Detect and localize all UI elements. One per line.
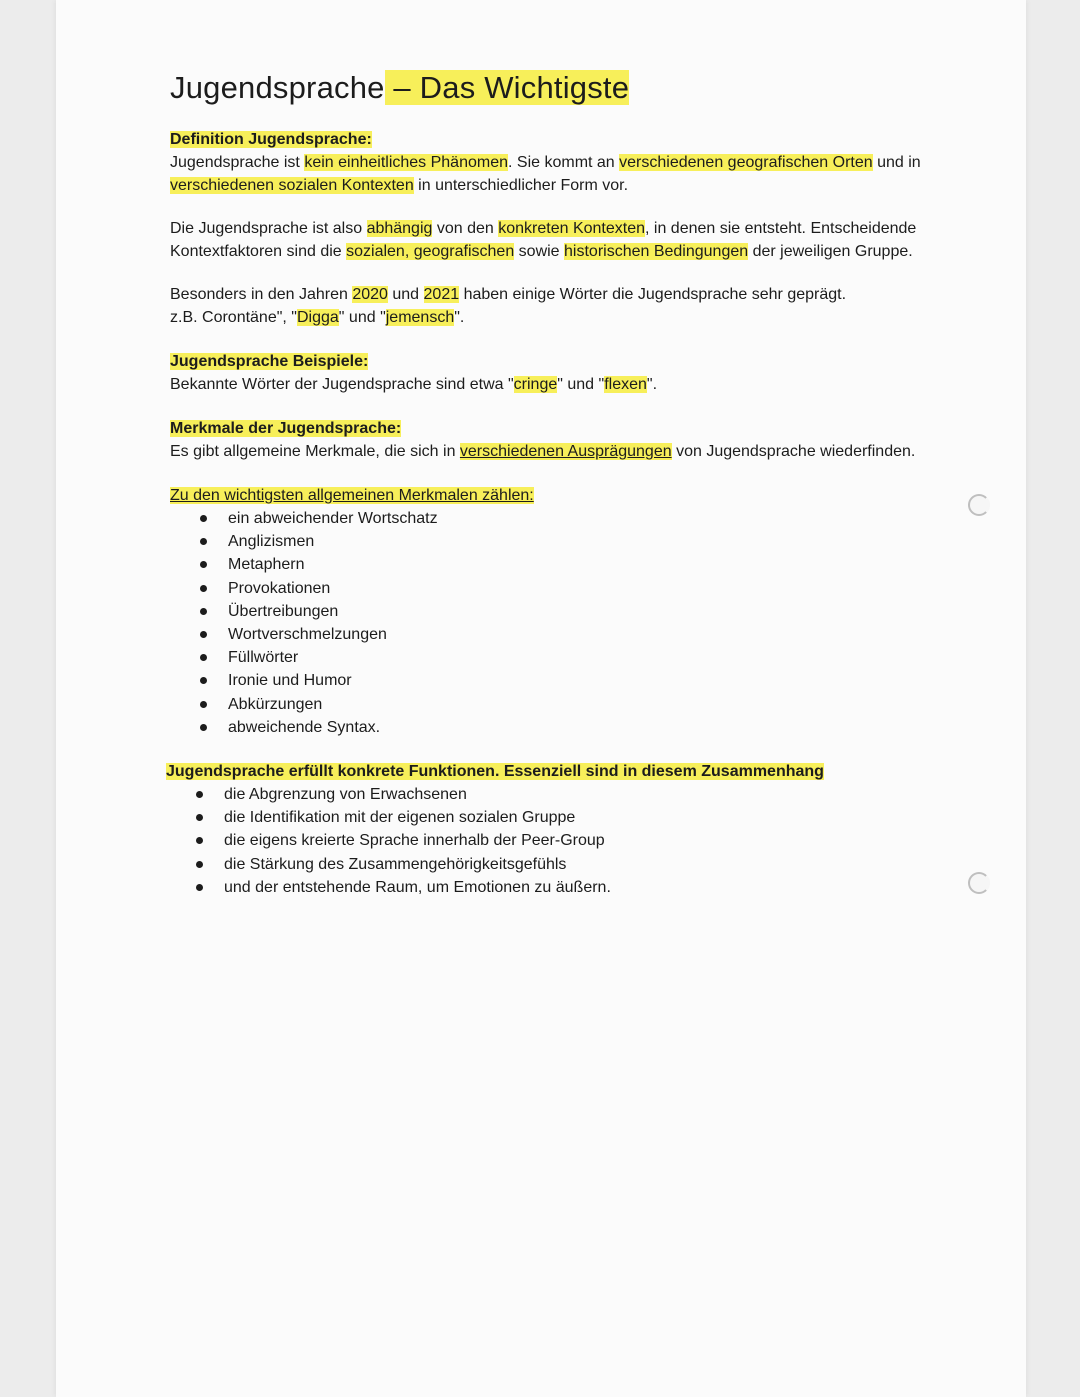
document-content: [166, 70, 960, 899]
text-run: von Jugendsprache wiederfinden.: [671, 443, 916, 460]
text-run: haben einige Wörter die Jugendsprache sehr geprägt.: [459, 286, 847, 303]
text-run: . Sie kommt an: [508, 154, 620, 171]
list-item: abweichende Syntax.: [200, 716, 960, 739]
list-item: Füllwörter: [200, 646, 960, 669]
highlight-run: jemensch: [385, 309, 455, 326]
list-item: die eigens kreierte Sprache innerhalb der Peer-Group: [196, 829, 960, 852]
text-run: Besonders in den Jahren: [170, 286, 353, 303]
features-list-heading: [170, 484, 960, 507]
text-run: ".: [646, 376, 658, 393]
functions-list: [166, 783, 960, 899]
text-run: Jugendsprache ist: [170, 154, 305, 171]
highlight-run: verschiedenen geografischen Orten: [619, 154, 873, 171]
highlight-run: Digga: [296, 309, 339, 326]
functions-heading: [166, 760, 960, 783]
highlight-run: konkreten Kontexten: [498, 220, 645, 237]
text-run: , in denen sie entsteht. Entscheidende Kontextfaktoren sind die: [170, 220, 917, 260]
features-heading: [170, 417, 960, 440]
highlight-run: kein einheitliches Phänomen: [304, 154, 508, 171]
features-list: [170, 507, 960, 739]
title-part2: – Das Wichtigste: [384, 70, 630, 105]
definition-heading: [170, 128, 960, 151]
definition-paragraph-2: [170, 217, 960, 263]
punch-hole-icon: [968, 872, 990, 894]
list-item: ein abweichender Wortschatz: [200, 507, 960, 530]
list-item: Provokationen: [200, 577, 960, 600]
features-paragraph: [170, 440, 960, 463]
functions-section: [166, 760, 960, 899]
text-run: der jeweiligen Gruppe.: [748, 243, 913, 260]
list-item: Wortverschmelzungen: [200, 623, 960, 646]
text-run: in unterschiedlicher Form vor.: [413, 177, 629, 194]
features-list-heading-text: Zu den wichtigsten allgemeinen Merkmalen zählen:: [170, 487, 534, 504]
examples-heading-text: Jugendsprache Beispiele:: [170, 353, 369, 370]
text-run: Die Jugendsprache ist also: [170, 220, 367, 237]
functions-heading-text: Jugendsprache erfüllt konkrete Funktionen. Essenziell sind in diesem Zusammenhang: [166, 763, 824, 781]
highlight-run: abhängig: [366, 220, 433, 237]
list-item: die Stärkung des Zusammengehörigkeitsgefühls: [196, 853, 960, 876]
highlight-run: flexen: [604, 376, 647, 393]
text-run: z.B. Corontäne", ": [170, 309, 297, 326]
list-item: die Identifikation mit der eigenen sozialen Gruppe: [196, 806, 960, 829]
list-item: die Abgrenzung von Erwachsenen: [196, 783, 960, 806]
text-run: Es gibt allgemeine Merkmale, die sich in: [170, 443, 460, 460]
highlight-run: verschiedenen sozialen Kontexten: [170, 177, 414, 194]
text-run: und in: [872, 154, 921, 171]
definition-paragraph-3: [170, 283, 960, 329]
text-run: Bekannte Wörter der Jugendsprache sind etwa ": [170, 376, 514, 393]
text-run: sowie: [514, 243, 565, 260]
highlight-run: historischen Bedingungen: [564, 243, 749, 260]
text-run: " und ": [557, 376, 605, 393]
definition-paragraph-1: [170, 151, 960, 197]
highlight-run: 2021: [423, 286, 460, 303]
list-item: Metaphern: [200, 553, 960, 576]
highlight-run: cringe: [513, 376, 558, 393]
features-heading-text: Merkmale der Jugendsprache:: [170, 420, 402, 437]
text-run: ".: [454, 309, 465, 326]
text-run: von den: [432, 220, 499, 237]
title-part1: Jugendsprache: [170, 70, 385, 105]
definition-heading-text: Definition Jugendsprache:: [170, 131, 372, 148]
list-item: Abkürzungen: [200, 693, 960, 716]
list-item: Übertreibungen: [200, 600, 960, 623]
examples-paragraph: [170, 373, 960, 396]
examples-heading: [170, 350, 960, 373]
highlight-run: sozialen, geografischen: [346, 243, 515, 260]
list-item: Anglizismen: [200, 530, 960, 553]
list-item: Ironie und Humor: [200, 669, 960, 692]
punch-hole-icon: [968, 494, 990, 516]
list-item: und der entstehende Raum, um Emotionen zu äußern.: [196, 876, 960, 899]
text-run: und: [387, 286, 424, 303]
page-title: [170, 70, 960, 106]
text-run: " und ": [338, 309, 386, 326]
highlight-run: 2020: [352, 286, 388, 303]
highlight-run: verschiedenen Ausprägungen: [459, 443, 672, 460]
